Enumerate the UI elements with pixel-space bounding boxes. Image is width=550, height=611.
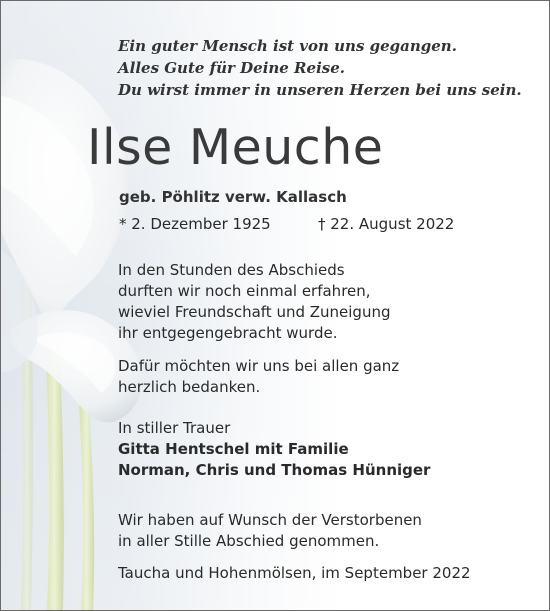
memorial-quote bbox=[118, 35, 522, 101]
notice-text bbox=[1, 1, 549, 610]
mourner-name: Norman, Chris und Thomas Hünniger bbox=[118, 461, 431, 479]
thanks-paragraph bbox=[118, 356, 399, 398]
maiden-name: geb. Pöhlitz verw. Kallasch bbox=[119, 188, 347, 206]
deceased-name: Ilse Meuche bbox=[87, 119, 384, 176]
paragraph-line: herzlich bedanken. bbox=[118, 378, 261, 396]
paragraph-line: ihr entgegengebracht wurde. bbox=[118, 324, 338, 342]
mourning-label: In stiller Trauer bbox=[118, 419, 231, 437]
quote-line: Du wirst immer in unseren Herzen bei uns sein. bbox=[118, 81, 522, 99]
thanks-intro-paragraph bbox=[118, 260, 390, 344]
mourner-name: Gitta Hentschel mit Familie bbox=[118, 440, 349, 458]
paragraph-line: Dafür möchten wir uns bei allen ganz bbox=[118, 357, 400, 375]
place-date: Taucha und Hohenmölsen, im September 2022 bbox=[118, 564, 471, 582]
quote-line: Alles Gute für Deine Reise. bbox=[118, 59, 345, 77]
paragraph-line: wieviel Freundschaft und Zuneigung bbox=[118, 303, 391, 321]
death-date: † 22. August 2022 bbox=[318, 215, 455, 233]
paragraph-line: in aller Stille Abschied genommen. bbox=[118, 532, 380, 550]
paragraph-line: durften wir noch einmal erfahren, bbox=[118, 282, 371, 300]
birth-date: * 2. Dezember 1925 bbox=[119, 215, 271, 233]
paragraph-line: Wir haben auf Wunsch der Verstorbenen bbox=[118, 511, 422, 529]
paragraph-line: In den Stunden des Abschieds bbox=[118, 261, 345, 279]
farewell-paragraph bbox=[118, 510, 422, 552]
mourners-block bbox=[118, 418, 430, 481]
quote-line: Ein guter Mensch ist von uns gegangen. bbox=[118, 37, 457, 55]
